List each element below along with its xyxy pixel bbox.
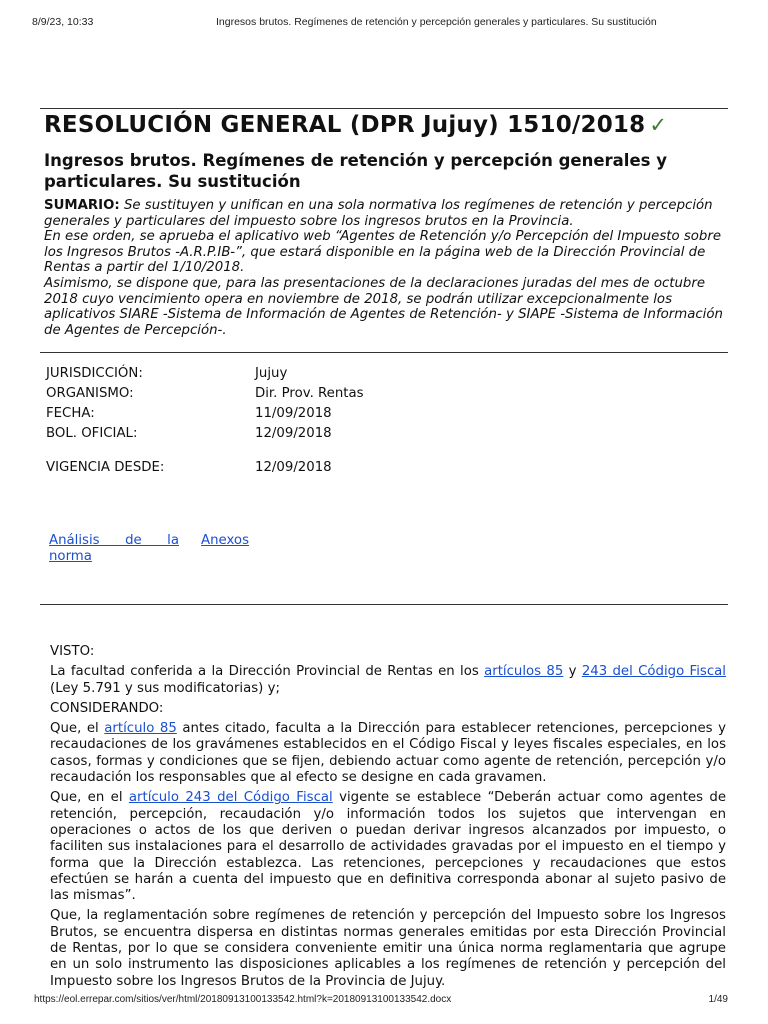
meta-gap xyxy=(46,446,546,460)
body-text: (Ley 5.791 y sus modificatorias) y; xyxy=(50,680,280,696)
meta-value: 12/09/2018 xyxy=(255,426,332,441)
meta-row-fecha xyxy=(46,406,546,426)
summary-paragraph-1 xyxy=(44,198,734,229)
meta-row-jurisdiccion xyxy=(46,366,546,386)
meta-key: ORGANISMO: xyxy=(46,386,134,401)
page-number: 1/49 xyxy=(708,994,728,1005)
print-datetime: 8/9/23, 10:33 xyxy=(32,16,94,28)
summary-divider xyxy=(40,352,728,353)
top-divider xyxy=(40,108,728,109)
analysis-link-line2: norma xyxy=(49,548,92,564)
summary-text-1: Se sustituyen y unifican en una sola normativa los regímenes de retención y percepción generales y particulares del impuesto sobre los ingresos brutos en la Provincia. xyxy=(44,198,713,229)
links-divider xyxy=(40,604,728,605)
meta-value: Jujuy xyxy=(255,366,288,381)
meta-key: VIGENCIA DESDE: xyxy=(46,460,165,475)
summary-paragraph-2: En ese orden, se aprueba el aplicativo web “Agentes de Retención y/o Percepción del Impuesto sobre los Ingresos Brutos -A.R.P.IB-”, que estará disponible en la página web de la Dirección Provincial de Rentas a partir del 1/10/2018. xyxy=(44,229,721,276)
meta-row-boletin xyxy=(46,426,546,446)
summary-paragraph-3: Asimismo, se dispone que, para las presentaciones de la declaraciones juradas del mes de octubre 2018 cuyo vencimiento opera en noviembre de 2018, se podrán utilizar excepcionalmente los aplicativos SIARE -Sistema de Información de Agentes de Retención- y SIAPE -Sistema de Información de Agentes de Percepción-. xyxy=(44,275,723,338)
page-title-text: RESOLUCIÓN GENERAL (DPR Jujuy) 1510/2018 xyxy=(44,112,646,138)
article-243-link-2[interactable]: artículo 243 del Código Fiscal xyxy=(128,790,333,806)
page-subtitle: Ingresos brutos. Regímenes de retención y percepción generales y particulares. Su sustitución xyxy=(44,151,667,191)
meta-key: BOL. OFICIAL: xyxy=(46,426,138,441)
body-text: antes citado, faculta a la Dirección para establecer retenciones, percepciones y recaudaciones de los gravámenes establecidos en el Código Fiscal y leyes fiscales especiales, en los casos, formas y condiciones que se fijen, debiendo actuar como agente de retención, percepción y/o recaudación los responsables que al efecto se designe en cada gravamen. xyxy=(50,721,726,786)
body-text: Que, en el xyxy=(50,790,129,806)
meta-row-organismo xyxy=(46,386,546,406)
meta-value: Dir. Prov. Rentas xyxy=(255,386,364,401)
document-body xyxy=(44,644,726,994)
article-243-link[interactable]: 243 del Código Fiscal xyxy=(581,664,727,680)
body-text: La facultad conferida a la Dirección Provincial de Rentas en los xyxy=(50,664,485,680)
meta-key: JURISDICCIÓN: xyxy=(46,366,143,381)
body-paragraph-1 xyxy=(44,664,726,697)
annexes-link[interactable]: Anexos xyxy=(201,533,249,548)
visto-heading: VISTO: xyxy=(50,644,95,659)
body-paragraph-3 xyxy=(44,790,726,904)
meta-row-vigencia xyxy=(46,460,546,480)
print-title: Ingresos brutos. Regímenes de retención y percepción generales y particulares. Su sustitución xyxy=(216,16,657,28)
summary-label: SUMARIO: xyxy=(44,198,120,213)
analysis-link-line1: Análisis de la xyxy=(49,533,179,548)
body-text: Que, el xyxy=(50,721,105,737)
meta-value: 11/09/2018 xyxy=(255,406,332,421)
considerando-heading: CONSIDERANDO: xyxy=(50,700,164,716)
check-icon: ✓ xyxy=(649,113,668,137)
summary xyxy=(44,198,734,338)
analysis-link[interactable] xyxy=(49,533,179,564)
page-title xyxy=(44,112,728,138)
article-85-link-2[interactable]: artículo 85 xyxy=(104,721,177,737)
article-85-link[interactable]: artículos 85 xyxy=(484,664,564,680)
body-text: vigente se establece “Deberán actuar como agentes de retención, percepción, recaudación y/o información todos los sujetos que intervengan en operaciones o actos de los que deriven o puedan derivar ingresos alcanzados por impuesto, o faciliten sus instalaciones para el desarrollo de actividades gravadas por el impuesto en el tiempo y forma que la Dirección establezca. Las retenciones, percepciones y recaudaciones que estos efectúen se harán a cuenta del impuesto que en definitiva corresponda abonar al sujeto pasivo de las mismas”. xyxy=(50,790,727,904)
body-paragraph-2 xyxy=(44,721,726,786)
body-paragraph-4: Que, la reglamentación sobre regímenes de retención y percepción del Impuesto sobre los Ingresos Brutos, se encuentra dispersa en distintas normas generales emitidas por esta Dirección Provincial de Rentas, por lo que se considera conveniente emitir una única norma reglamentaria que agrupe en un solo instrumento las disposiciones aplicables a los regímenes de retención y percepción del Impuesto sobre los Ingresos Brutos de la Provincia de Jujuy. xyxy=(50,908,726,989)
meta-value: 12/09/2018 xyxy=(255,460,332,475)
meta-key: FECHA: xyxy=(46,406,95,421)
body-text: y xyxy=(563,664,582,680)
metadata-table xyxy=(46,366,546,480)
print-url: https://eol.errepar.com/sitios/ver/html/20180913100133542.html?k=20180913100133542.docx xyxy=(34,994,452,1005)
